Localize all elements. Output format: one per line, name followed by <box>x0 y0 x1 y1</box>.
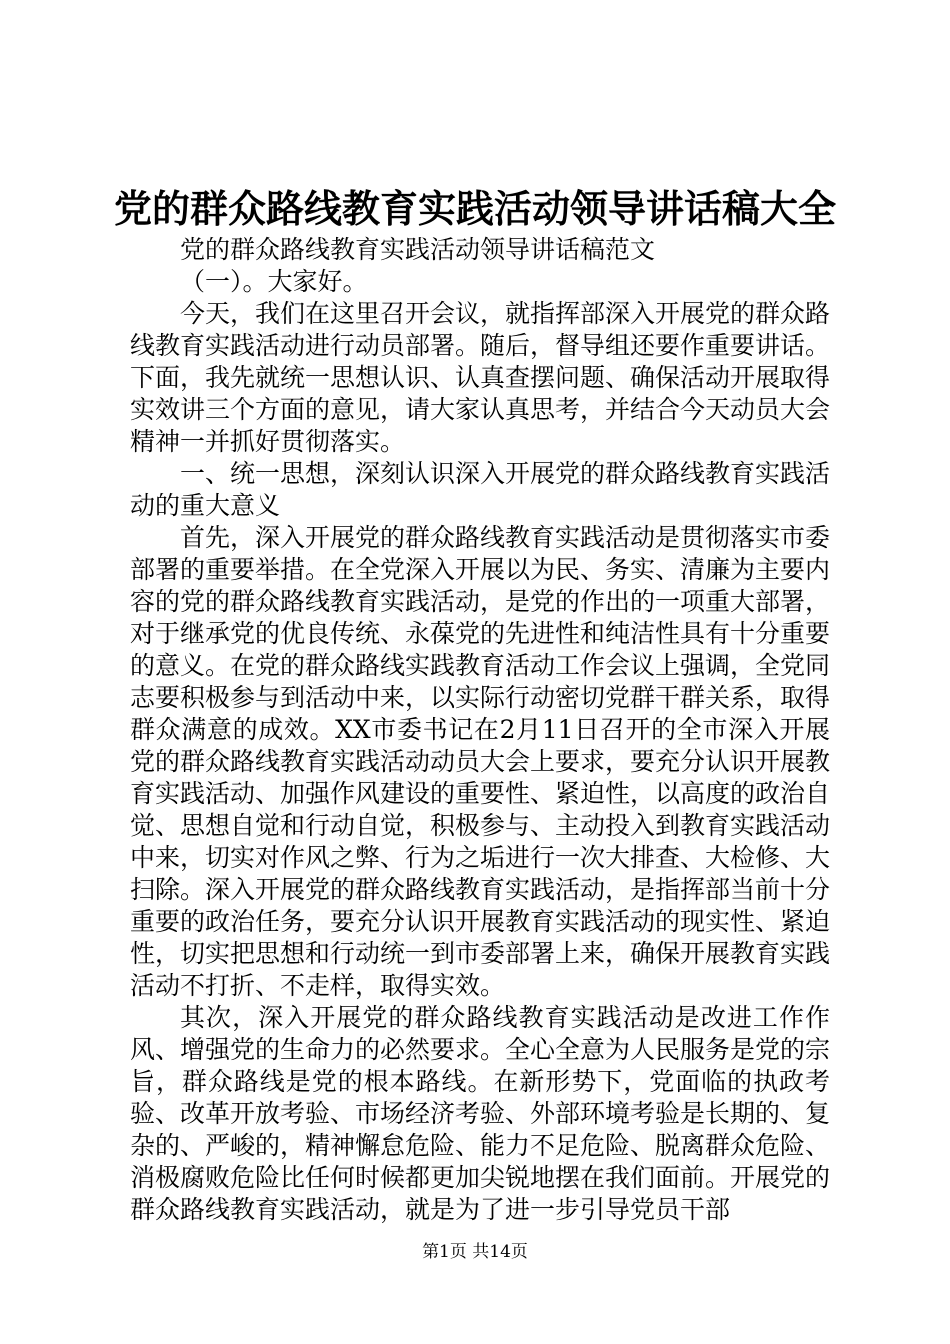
subtitle-paragraph: 党的群众路线教育实践活动领导讲话稿范文 <box>180 235 656 264</box>
section-heading: 一、统一思想，深刻认识深入开展党的群众路线教育实践活动的重大意义 <box>130 459 831 520</box>
document-body <box>130 234 830 1226</box>
page-footer: 第1页 共14页 <box>422 1242 528 1262</box>
body-paragraph: 今天，我们在这里召开会议，就指挥部深入开展党的群众路线教育实践活动进行动员部署。随后，督导组还要作重要讲话。下面，我先就统一思想认识、认真查摆问题、确保活动开展取得实效讲三个方面的意见，请大家认真思考，并结合今天动员大会精神一并抓好贯彻落实。 <box>130 299 831 456</box>
body-paragraph: 首先，深入开展党的群众路线教育实践活动是贯彻落实市委部署的重要举措。在全党深入开展以为民、务实、清廉为主要内容的党的群众路线教育实践活动，是党的作出的一项重大部署，对于继承党的优良传统、永葆党的先进性和纯洁性具有十分重要的意义。在党的群众路线实践教育活动工作会议上强调，全党同志要积极参与到活动中来，以实际行动密切党群干群关系，取得群众满意的成效。XX市委书记在2月11日召开的全市深入开展党的群众路线教育实践活动动员大会上要求，要充分认识开展教育实践活动、加强作风建设的重要性、紧迫性，以高度的政治自觉、思想自觉和行动自觉，积极参与、主动投入到教育实践活动中来，切实对作风之弊、行为之垢进行一次大排查、大检修、大扫除。深入开展党的群众路线教育实践活动，是指挥部当前十分重要的政治任务，要充分认识开展教育实践活动的现实性、紧迫性，切实把思想和行动统一到市委部署上来，确保开展教育实践活动不打折、不走样，取得实效。 <box>130 523 831 1000</box>
document-title: 党的群众路线教育实践活动领导讲话稿大全 <box>113 187 836 231</box>
greeting-paragraph: （一）。大家好。 <box>180 267 368 296</box>
body-paragraph: 其次，深入开展党的群众路线教育实践活动是改进工作作风、增强党的生命力的必然要求。全心全意为人民服务是党的宗旨，群众路线是党的根本路线。在新形势下，党面临的执政考验、改革开放考验、市场经济考验、外部环境考验是长期的、复杂的、严峻的，精神懈怠危险、能力不足危险、脱离群众危险、消极腐败危险比任何时候都更加尖锐地摆在我们面前。开展党的群众路线教育实践活动，就是为了进一步引导党员干部 <box>130 1003 831 1224</box>
